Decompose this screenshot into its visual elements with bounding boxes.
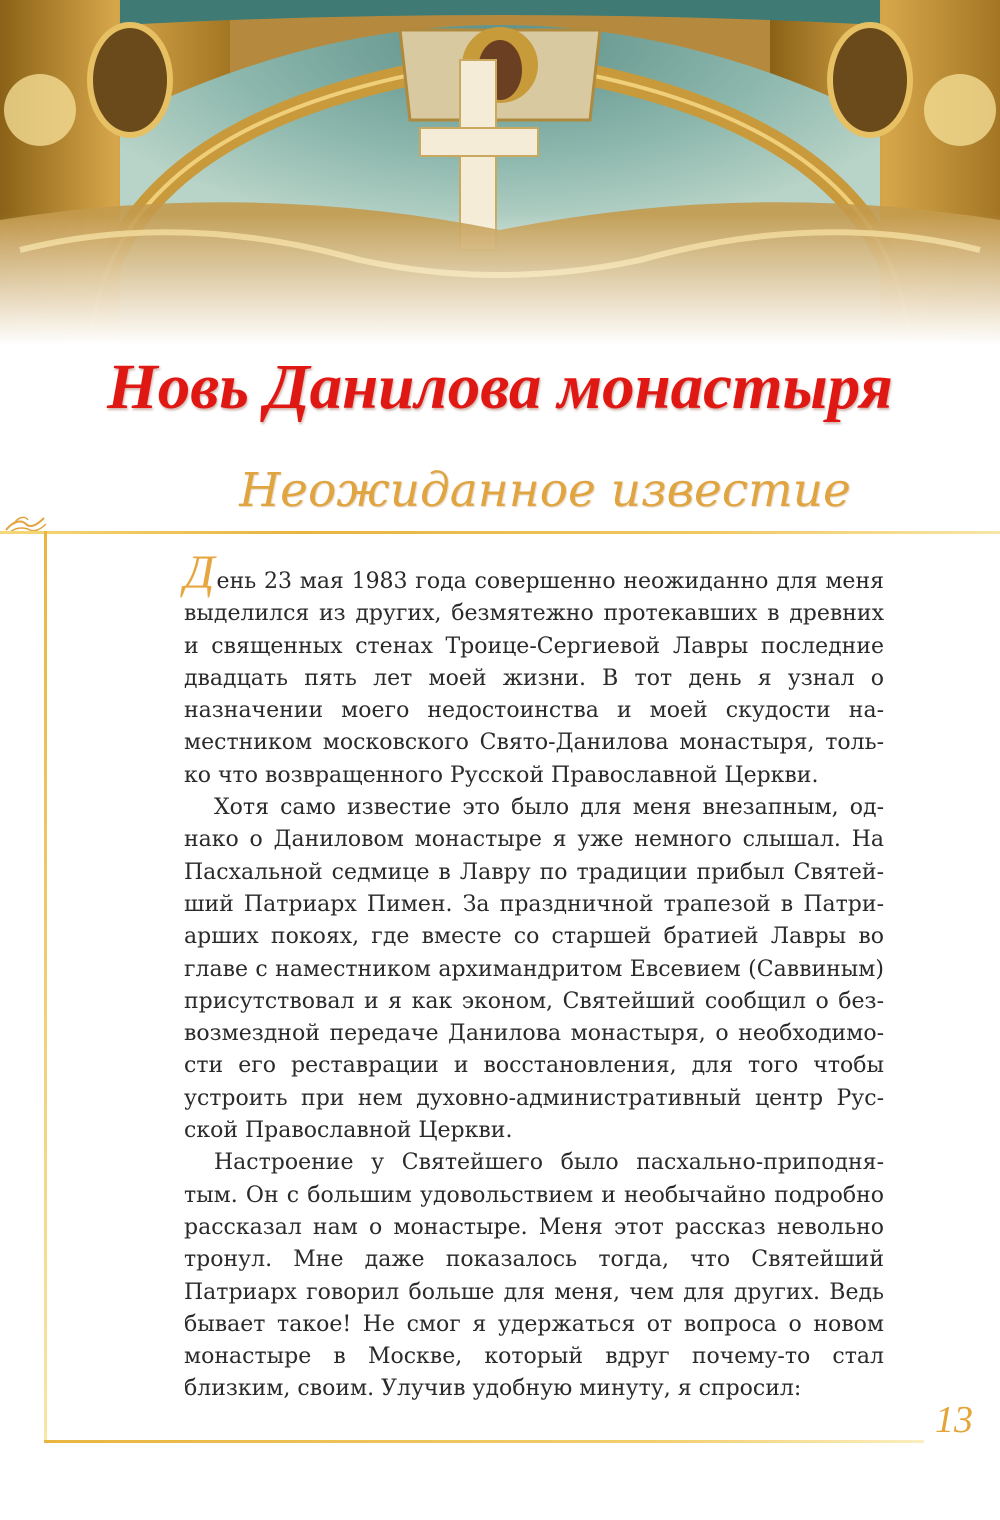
church-dome-photo <box>0 0 1000 345</box>
drop-cap: Д <box>184 546 215 599</box>
chapter-title: Новь Данилова монастыря <box>107 351 893 423</box>
gold-rule-left <box>44 531 47 1441</box>
gold-rule-top <box>0 531 1000 534</box>
paragraph-1 <box>184 546 884 792</box>
chapter-subtitle: Неожиданное известие <box>239 463 851 518</box>
paragraph-1-text: ень 23 мая 1983 года совершенно неожиданно для меня выделился из других, безмятежно протекавших в древних и священных стенах Троице-Сергиевой Лавры последние двадцать пять лет моей жизни. В тот день я узнал о назначении моего недостоинства и моей скудости наместником московского Свято-Данилова монастыря, только что возвращенного Русской Православной Церкви. <box>184 569 884 788</box>
page-number: 13 <box>935 1399 973 1441</box>
gold-rule-bottom <box>44 1440 924 1443</box>
paragraph-3: Настроение у Святейшего было пасхально-приподнятым. Он с большим удовольствием и необычайно подробно рассказал нам о монастыре. Меня этот рассказ невольно тронул. Мне даже показалось тогда, что Святейший Патриарх говорил больше для меня, чем для других. Ведь бывает такое! Не смог я удержаться от вопроса о новом монастыре в Москве, который вдруг почему-то стал близким, своим. Улучив удобную минуту, я спросил: <box>184 1150 884 1402</box>
body-text <box>184 546 884 1406</box>
paragraph-2: Хотя само известие это было для меня внезапным, однако о Даниловом монастыре я уже немного слышал. На Пасхальной седмице в Лавру по традиции прибыл Святейший Патриарх Пимен. За праздничной трапезой в Патриарших покоях, где вместе со старшей братией Лавры во главе с наместником архимандритом Евсевием (Саввиным) присутствовал и я как эконом, Святейший сообщил о безвозмездной передаче Данилова монастыря, о необходимости его реставрации и восстановления, для того чтобы устроить при нем духовно-административный центр Русской Православной Церкви. <box>184 795 884 1144</box>
